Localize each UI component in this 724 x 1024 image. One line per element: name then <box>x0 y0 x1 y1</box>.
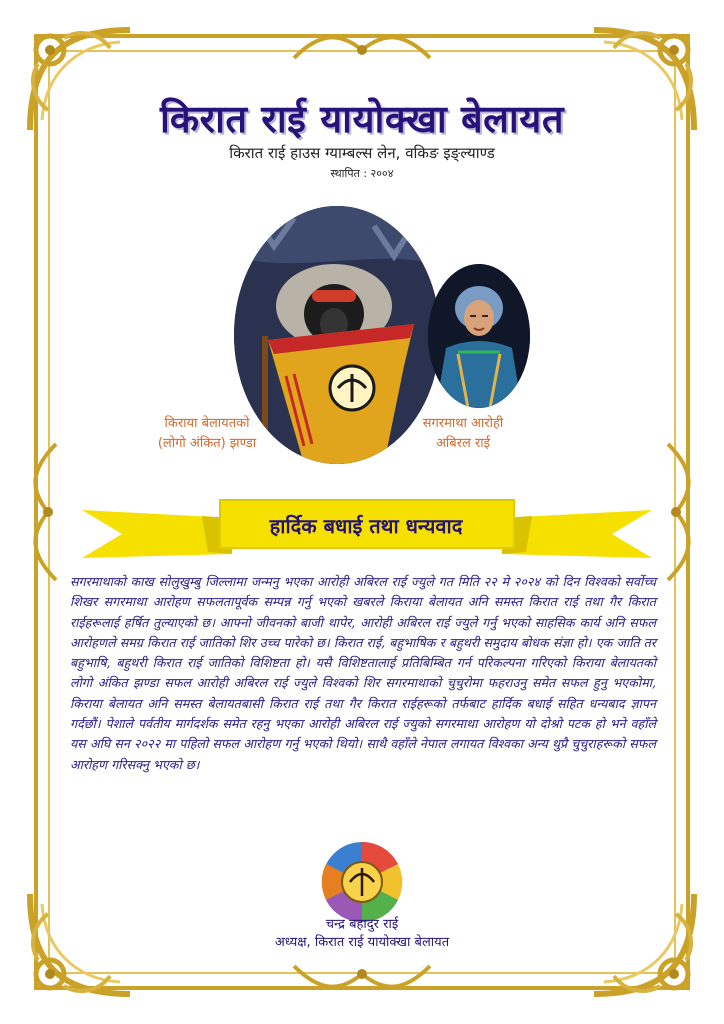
flag-caption <box>148 414 266 454</box>
climber-portrait <box>428 264 530 408</box>
banner-title: हार्दिक बधाई तथा धन्यवाद <box>269 514 463 538</box>
climber-caption-line-1: सगरमाथा आरोही <box>422 416 504 431</box>
ribbon-banner <box>82 494 652 566</box>
climber-portrait-photo-icon <box>428 264 530 408</box>
organization-title: किरात राई यायोक्खा बेलायत <box>160 97 564 141</box>
kiraya-logo-icon <box>320 840 404 924</box>
climber-caption <box>398 414 528 454</box>
right-flourish-icon <box>658 440 698 584</box>
left-flourish-icon <box>26 440 66 584</box>
bottom-flourish-icon <box>290 956 434 996</box>
signatory-name: चन्द्र बहादुर राई <box>325 917 399 932</box>
signatory-title: अध्यक्ष, किरात राई यायोक्खा बेलायत <box>274 935 450 950</box>
organization-address: किरात राई हाउस ग्याम्बल्स लेन, वकिङ इङ्ल्याण्ड <box>229 144 495 162</box>
main-message: सगरमाथाको काख सोलुखुम्बु जिल्लामा जन्मनु भएका आरोही अबिरल राई ज्युले गत मिति २२ मे २०२४ को दिन विश्वको सर्वोच्च शिखर सगरमाथा आरोहण सफलतापूर्वक सम्पन्न गर्नु भएको खबरले किराया बेलायत अनि समस्त किरात राई तथा गैर किरात राईहरूलाई हर्षित तुल्याएको छ। आफ्नो जीवनको बाजी थापेर, आरोही अबिरल राई ज्युले गर्नु भएको साहसिक कार्य अनि सफल आरोहणले समग्र किरात राई जातिको शिर उच्च पारेको छ। किरात राई, बहुभाषिक र बहुथरी समुदाय बोधक संज्ञा हो। एक जाति तर बहुभाषि, बहुथरी किरात राई जातिको विशिष्टता हो। यसै विशिष्टतालाई प्रतिबिम्बित गर्न परिकल्पना गरिएको किराया बेलायतको लोगो अंकित झण्डा सफल आरोही अबिरल राई ज्युले विश्वको शिर सगरमाथाको चुचुरोमा फहराउनु समेत सफल हुनु भएकोमा, किराया बेलायत अनि समस्त बेलायतबासी किरात राई तथा गैर किरात राईहरूको तर्फबाट हार्दिक बधाई सहित धन्यबाद ज्ञापन गर्दछौं। पेशाले पर्वतीय मार्गदर्शक समेत रहनु भएका आरोही अबिरल राई ज्युको सगरमाथा आरोहण यो दोश्रो पटक हो भने वहाँले यस अघि सन २०२२ मा पहिलो सफल आरोहण गर्नु भएको थियो। साथै वहाँले नेपाल लगायत विश्वका अन्य थुप्रै चुचुराहरूको सफल आरोहण गरिसक्नु भएको छ। <box>70 574 656 772</box>
top-flourish-icon <box>290 28 434 68</box>
established-year: स्थापित : २००४ <box>330 167 394 180</box>
flag-caption-line-1: किराया बेलायतको <box>164 416 250 431</box>
climber-caption-line-2: अबिरल राई <box>435 436 491 451</box>
flag-caption-line-2: (लोगो अंकित) झण्डा <box>157 436 257 451</box>
